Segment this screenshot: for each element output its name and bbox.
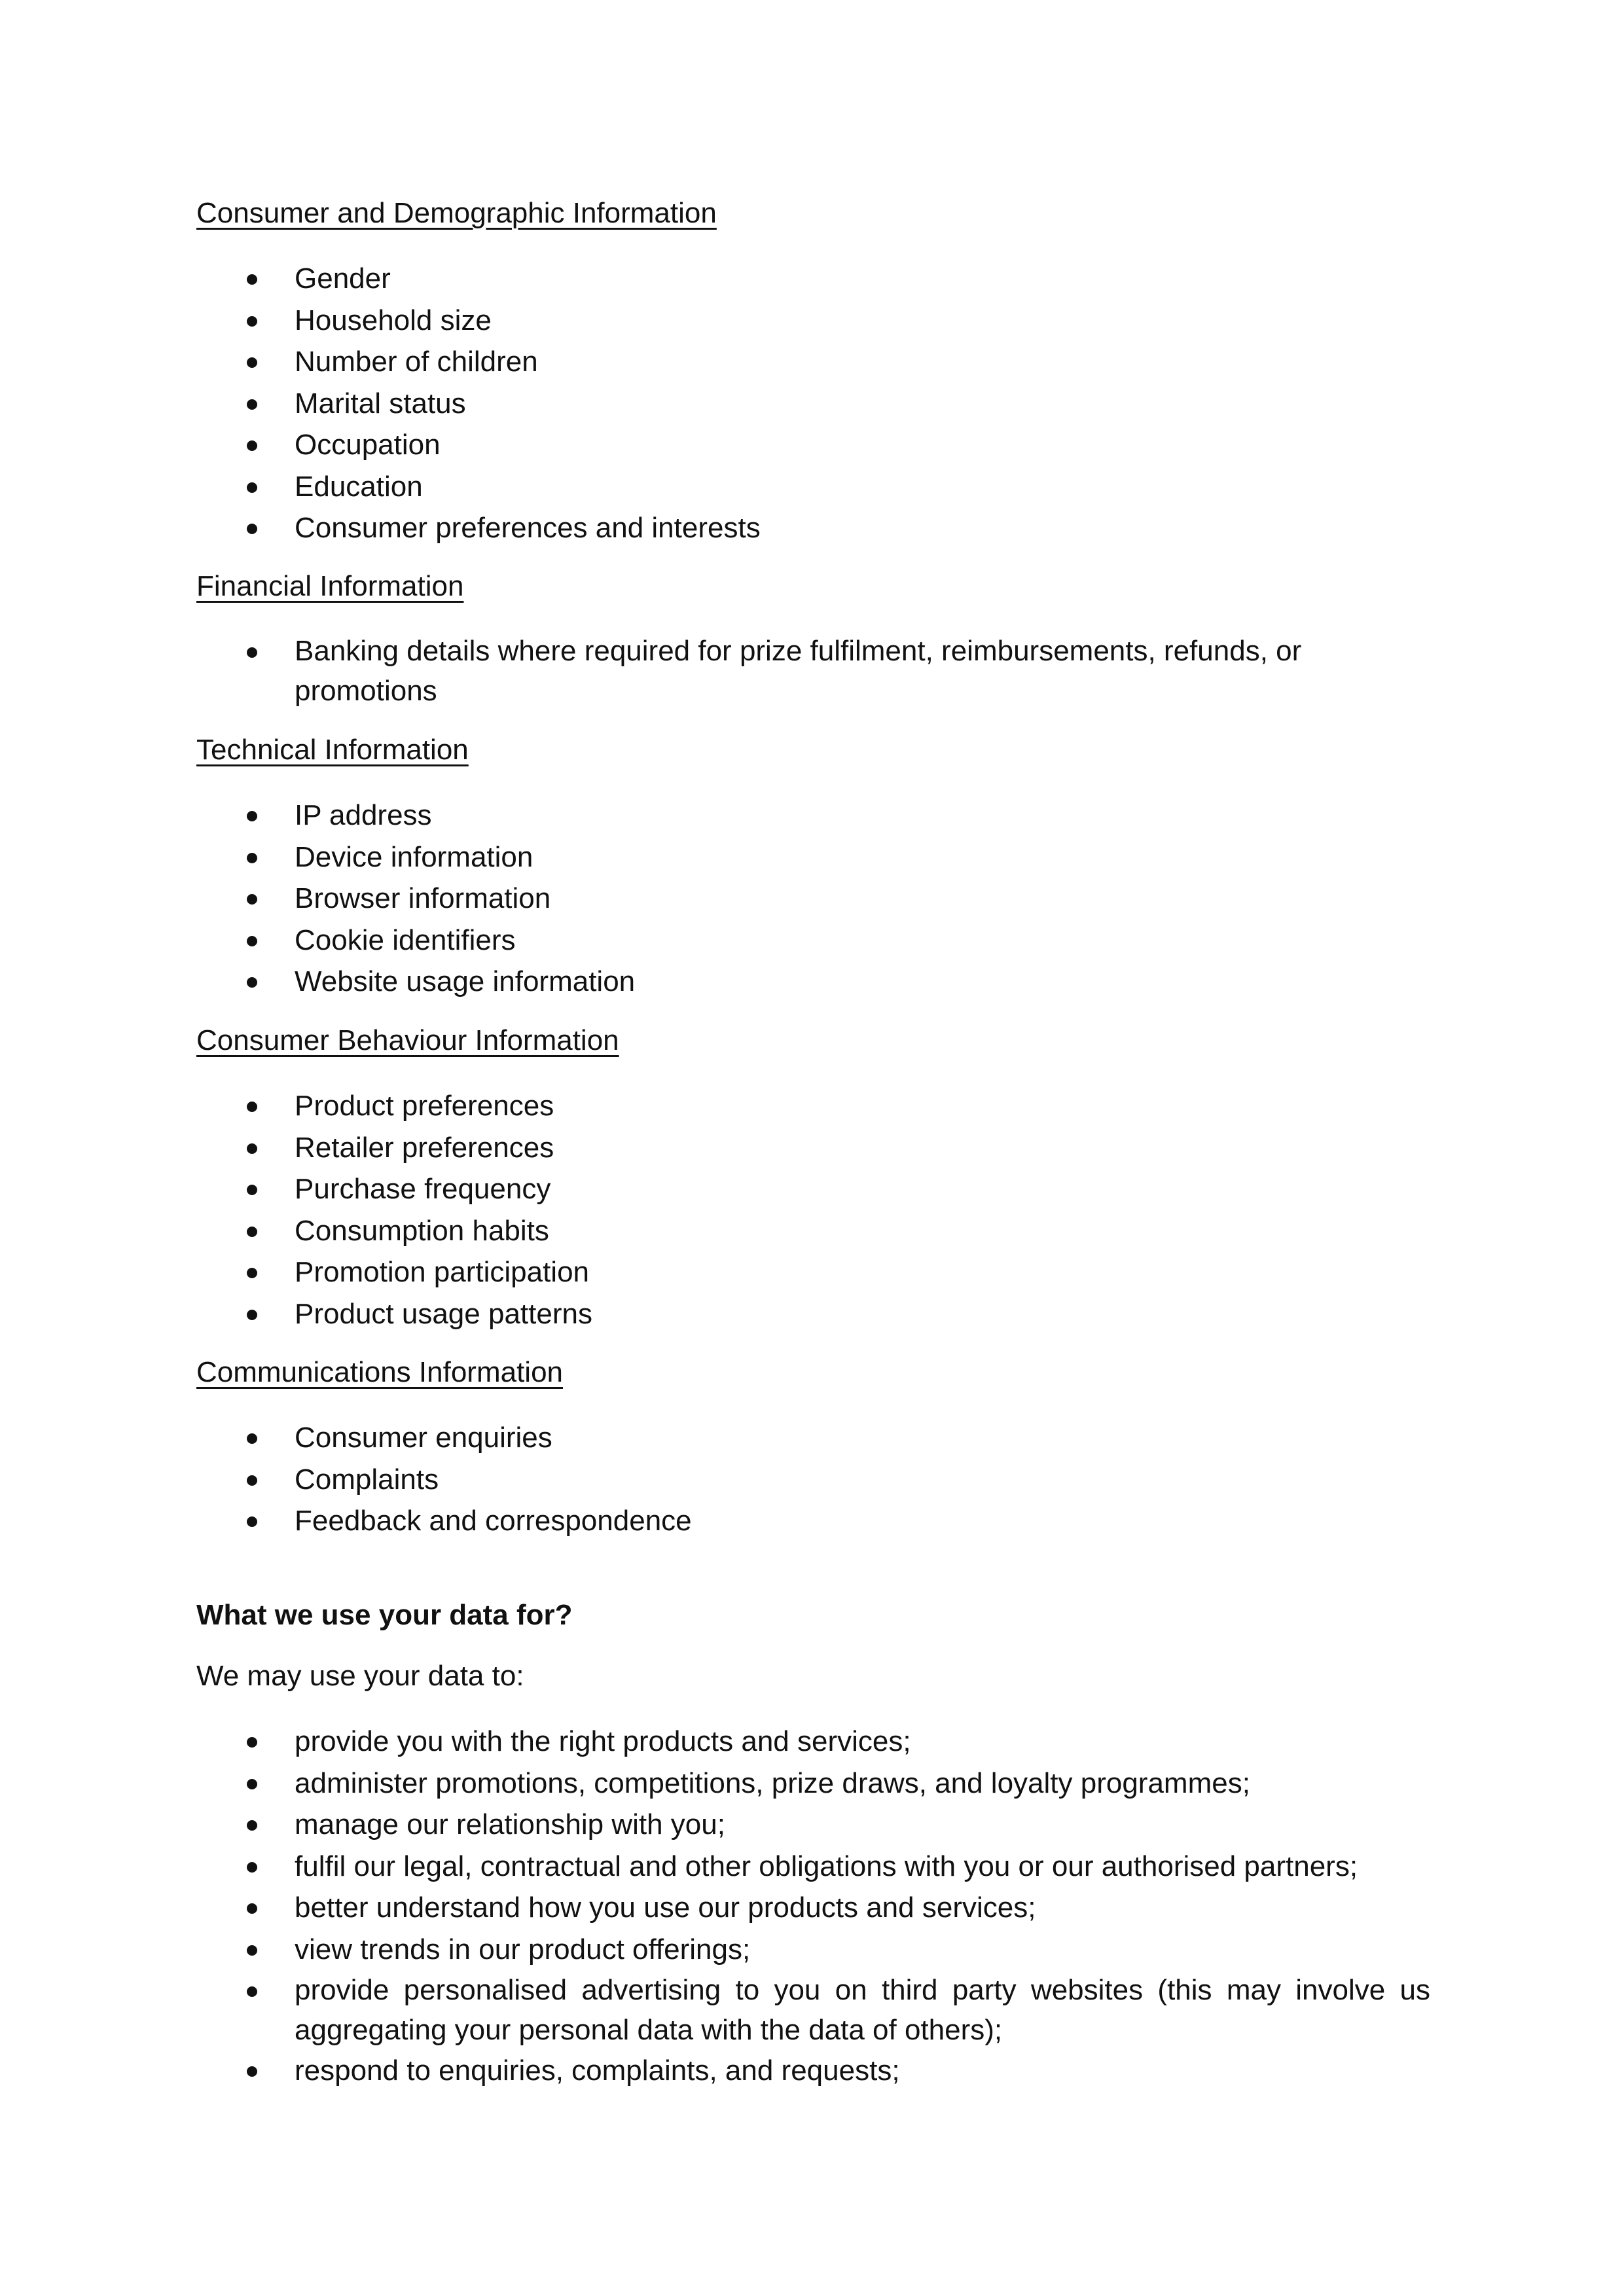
bullet-icon [247, 316, 257, 327]
list-item: provide personalised advertising to you on third party websites (this may involve us aggregating your personal data with the data of others); [0, 1970, 1430, 2050]
list-item: manage our relationship with you; [0, 1804, 1430, 1846]
list-item: Retailer preferences [0, 1127, 1430, 1169]
financial-list [0, 631, 1624, 711]
list-item: Consumer enquiries [0, 1417, 1430, 1459]
usage-list [0, 1721, 1624, 2092]
bullet-icon [247, 1862, 257, 1873]
bullet-icon [247, 936, 257, 946]
list-item: administer promotions, competitions, prize draws, and loyalty programmes; [0, 1763, 1430, 1804]
section-heading-financial: Financial Information [196, 570, 464, 602]
demographic-list [0, 258, 1624, 549]
bullet-icon [247, 1475, 257, 1486]
list-item: Purchase frequency [0, 1168, 1430, 1210]
bullet-icon [247, 524, 257, 534]
bullet-icon [247, 482, 257, 493]
bullet-icon [247, 647, 257, 658]
list-item: provide you with the right products and services; [0, 1721, 1430, 1763]
bullet-icon [247, 1986, 257, 1997]
bullet-icon [247, 1903, 257, 1914]
bullet-icon [247, 1185, 257, 1195]
list-item: Browser information [0, 878, 1430, 920]
section-heading-technical: Technical Information [196, 734, 469, 766]
list-item: Promotion participation [0, 1251, 1430, 1293]
list-item: Website usage information [0, 961, 1430, 1003]
bullet-icon [247, 811, 257, 821]
bullet-icon [247, 1143, 257, 1154]
list-item: view trends in our product offerings; [0, 1929, 1430, 1971]
bullet-icon [247, 2066, 257, 2077]
behaviour-list [0, 1085, 1624, 1335]
list-item: Product preferences [0, 1085, 1430, 1127]
usage-heading: What we use your data for? [196, 1599, 573, 1631]
bullet-icon [247, 1945, 257, 1956]
list-item: IP address [0, 795, 1430, 836]
bullet-icon [247, 1268, 257, 1278]
list-item: Consumer preferences and interests [0, 507, 1430, 549]
list-item: Device information [0, 836, 1430, 878]
bullet-icon [247, 357, 257, 368]
list-item: fulfil our legal, contractual and other obligations with you or our authorised partners; [0, 1846, 1430, 1888]
bullet-icon [247, 1779, 257, 1789]
list-item: Cookie identifiers [0, 920, 1430, 961]
bullet-icon [247, 1820, 257, 1831]
bullet-icon [247, 1737, 257, 1748]
bullet-icon [247, 274, 257, 285]
section-heading-demographic: Consumer and Demographic Information [196, 197, 717, 229]
list-item: Feedback and correspondence [0, 1500, 1430, 1542]
communications-list [0, 1417, 1624, 1542]
list-item: Occupation [0, 424, 1430, 466]
list-item: Consumption habits [0, 1210, 1430, 1252]
usage-intro: We may use your data to: [196, 1660, 524, 1692]
list-item: respond to enquiries, complaints, and requests; [0, 2050, 1430, 2092]
bullet-icon [247, 440, 257, 451]
bullet-icon [247, 1227, 257, 1237]
bullet-icon [247, 1102, 257, 1112]
list-item: Marital status [0, 383, 1430, 425]
list-item: Household size [0, 300, 1430, 342]
bullet-icon [247, 399, 257, 410]
list-item: Education [0, 466, 1430, 508]
section-heading-behaviour: Consumer Behaviour Information [196, 1024, 619, 1056]
section-heading-communications: Communications Information [196, 1356, 564, 1388]
bullet-icon [247, 1516, 257, 1527]
bullet-icon [247, 1310, 257, 1320]
list-item: Product usage patterns [0, 1293, 1430, 1335]
bullet-icon [247, 894, 257, 905]
list-item: Number of children [0, 341, 1430, 383]
list-item: Banking details where required for prize fulfilment, reimbursements, refunds, or promotions [0, 631, 1430, 711]
bullet-icon [247, 853, 257, 863]
bullet-icon [247, 977, 257, 988]
list-item: Gender [0, 258, 1430, 300]
technical-list [0, 795, 1624, 1003]
list-item: Complaints [0, 1459, 1430, 1501]
bullet-icon [247, 1433, 257, 1444]
list-item: better understand how you use our products and services; [0, 1887, 1430, 1929]
